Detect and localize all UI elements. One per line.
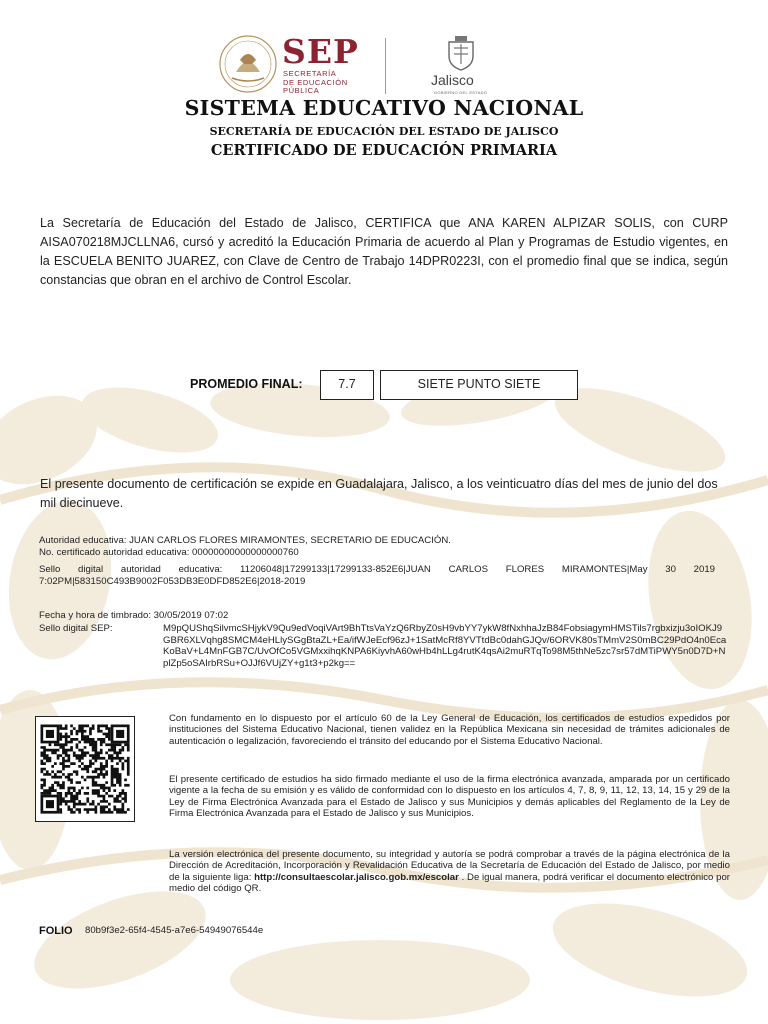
promedio-value: 7.7 (320, 370, 374, 400)
jalisco-logo-subtitle: GOBIERNO DEL ESTADO (434, 90, 488, 95)
certification-paragraph: La Secretaría de Educación del Estado de Jalisco, CERTIFICA que ANA KAREN ALPIZAR SOLIS, con CURP AISA070218MJCLLNA6, cursó y acreditó la Educación Primaria de acuerdo al Plan y Programas de Estudio vigentes, en la ESCUELA BENITO JUAREZ, con Clave de Centro de Trabajo 14DPR0223I, con el promedio final que se indica, según constancias que obran en el archivo de Control Escolar. (40, 216, 728, 287)
jalisco-logo-text: Jalisco (431, 72, 474, 88)
legal-firma: El presente certificado de estudios ha sido firmado mediante el uso de la firma electrónica avanzada, amparada por un certificado vigente a la fecha de su emisión y es válido de conformidad con lo dispuesto en los artículos 4, 7, 8, 9, 11, 12, 13, 14, 15 y 29 de la Ley de Firma Electrónica Avanzada para el Estado de Jalisco y sus Municipios y demás aplicables del Reglamento de la Ley de Firma Electrónica Avanzada para el Estado de Jalisco y sus Municipios. (169, 774, 730, 820)
expedition-paragraph: El presente documento de certificación se expide en Guadalajara, Jalisco, a los veinticuatro días del mes de junio del dos mil diecinueve. (40, 477, 718, 510)
folio-label: FOLIO (39, 925, 73, 937)
sello-autoridad: Sello digital autoridad educativa: 11206048|17299133|17299133-852E6|JUAN CARLOS FLORES MIRAMONTES|May 30 2019 7:02PM|583150C493B9002F053DB3E0DFD852E6|2018-2019 (39, 564, 715, 587)
sello-sep-value: M9pQUShqSilvmcSHjykV9Qu9edVoqiVArt9BhTtsVaYzQ6RbyZ0sH9vbYY7ykW8fNxhhaJzB84FobsiagymHMSTils7rgbxizju3oIOKJ9GBR6XLVqhg8SMCM4eHLlySGgBtaZL+Ea/ifWJeEcf96zJ+1SatMcRf8YVTtdBc0dahGJQv/6ORVK80sTMmV2S0mBC29PdO4n0EcaKoBaV+L4MnFGB7C/UvOfCo5VGMxxihqKNPA6KiyvhA60wHb4hLLg4rutK4qsAi2muRTqTo98M5thNe5zc7sr57dMTiPWY5n0D7D+NplZp5oSAIrbRSu+OJJf6VUjZY+g1t3+p2kg== (163, 623, 727, 669)
jalisco-crest-icon (444, 34, 478, 72)
promedio-text: SIETE PUNTO SIETE (380, 370, 578, 400)
numero-certificado: No. certificado autoridad educativa: 00000000000000000760 (39, 547, 299, 558)
mexico-seal-icon (218, 34, 278, 94)
promedio-label: PROMEDIO FINAL: (190, 377, 303, 391)
sep-logo-subtitle: SECRETARÍA DE EDUCACIÓN PÚBLICA (283, 69, 348, 95)
title-secretaria: SECRETARÍA DE EDUCACIÓN DEL ESTADO DE JALISCO (209, 125, 559, 138)
title-sistema-educativo: SISTEMA EDUCATIVO NACIONAL (184, 96, 584, 120)
folio-value: 80b9f3e2-65f4-4545-a7e6-54949076544e (85, 925, 264, 936)
fecha-timbrado: Fecha y hora de timbrado: 30/05/2019 07:02 (39, 610, 229, 621)
legal-verificacion: La versión electrónica del presente documento, su integridad y autoría se podrá comprobar a través de la página electrónica de la Dirección de Acreditación, Incorporación y Revalidación Educativa de la Secretaría de Educación del Estado de Jalisco, por medio de la siguiente liga: http://consultaescolar.jalisco.gob.mx/escolar . De igual manera, podrá verificar el documento electrónico por medio del código QR. (169, 849, 730, 895)
sep-logo-text: SEP (282, 32, 359, 71)
sello-sep-label: Sello digital SEP: (39, 623, 113, 634)
header-divider (385, 38, 386, 94)
verification-link[interactable]: http://consultaescolar.jalisco.gob.mx/escolar (254, 871, 459, 883)
title-certificado: CERTIFICADO DE EDUCACIÓN PRIMARIA (210, 142, 558, 159)
autoridad-educativa: Autoridad educativa: JUAN CARLOS FLORES MIRAMONTES, SECRETARIO DE EDUCACIÓN. (39, 535, 451, 546)
header-logos (218, 34, 558, 96)
legal-validez: Con fundamento en lo dispuesto por el artículo 60 de la Ley General de Educación, los certificados de estudios expedidos por instituciones del Sistema Educativo Nacional, tienen validez en la República Mexicana sin necesidad de trámites adicionales de autenticación o legalización, favoreciendo el tránsito del educando por el Sistema Educativo Nacional. (169, 713, 730, 747)
qr-code[interactable] (35, 716, 135, 822)
